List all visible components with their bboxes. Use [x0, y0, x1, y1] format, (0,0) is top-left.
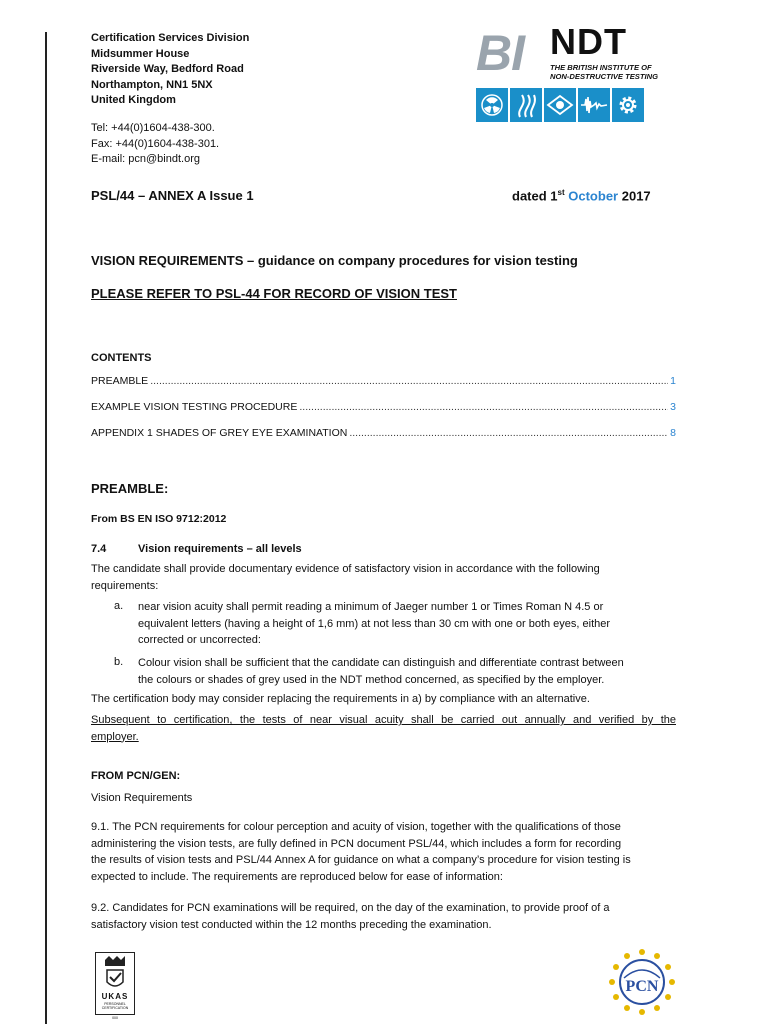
- logo-subtitle: [550, 63, 658, 81]
- ukas-subtext: PERSONNEL CERTIFICATION: [101, 1002, 129, 1010]
- toc-leader: [150, 375, 668, 387]
- preamble-heading: PREAMBLE:: [91, 481, 169, 496]
- wave-icon: [510, 88, 542, 122]
- date-year: 2017: [621, 188, 651, 204]
- intro-paragraph: [91, 561, 600, 594]
- refer-notice: PLEASE REFER TO PSL-44 FOR RECORD OF VISION TEST: [91, 286, 457, 301]
- list-marker-a: a.: [114, 600, 124, 612]
- date-prefix: dated 1: [512, 188, 558, 204]
- eye-icon: [544, 88, 576, 122]
- logo-ndt-text: NDT: [550, 21, 627, 62]
- address-line: United Kingdom: [91, 94, 176, 106]
- paragraph-line: near vision acuity shall permit reading a minimum of Jaeger number 1 or Times Roman N 4.5 or: [138, 601, 604, 613]
- replace-note: The certification body may consider replacing the requirements in a) by compliance with an alternative.: [91, 693, 590, 705]
- email: E-mail: pcn@bindt.org: [91, 153, 200, 165]
- telephone: Tel: +44(0)1604-438-300.: [91, 122, 215, 134]
- toc-item-example-procedure[interactable]: [91, 401, 676, 417]
- ukas-text: UKAS: [101, 992, 129, 1001]
- paragraph-line: employer.: [91, 730, 139, 743]
- left-margin-rule: [45, 32, 47, 1024]
- address-line: Riverside Way, Bedford Road: [91, 63, 244, 75]
- pcn-logo: [608, 948, 676, 1016]
- list-item-a: [138, 599, 610, 649]
- paragraph-line: satisfactory vision test conducted within the 12 months preceding the examination.: [91, 918, 492, 931]
- section-number: 7.4: [91, 543, 107, 555]
- paragraph-line: expected to include. The requirements are reproduced below for ease of information:: [91, 870, 503, 883]
- toc-page: 8: [670, 427, 676, 439]
- toc-leader: [349, 427, 668, 439]
- fax: Fax: +44(0)1604-438-301.: [91, 137, 220, 150]
- paragraph-line: corrected or uncorrected:: [138, 634, 261, 646]
- address-line: Midsummer House: [91, 47, 190, 60]
- paragraph-line: Subsequent to certification, the tests of near visual acuity shall be carried out annually and verified by the: [91, 714, 676, 726]
- paragraph-line: requirements:: [91, 579, 159, 592]
- list-item-b: [138, 655, 624, 688]
- subsequent-note: [91, 712, 676, 745]
- address-line: Northampton, NN1 5NX: [91, 78, 213, 91]
- section-title: Vision requirements – all levels: [138, 543, 302, 555]
- toc-label: APPENDIX 1 SHADES OF GREY EYE EXAMINATION: [91, 427, 348, 439]
- document-title: VISION REQUIREMENTS – guidance on company procedures for vision testing: [91, 253, 578, 268]
- paragraph-9-2: [91, 900, 610, 933]
- ukas-number: 000: [112, 1016, 118, 1020]
- paragraph-line: Colour vision shall be sufficient that the candidate can distinguish and differentiate contrast between: [138, 657, 624, 669]
- toc-page: 3: [670, 401, 676, 413]
- logo-subtitle-line: THE BRITISH INSTITUTE OF: [550, 63, 652, 72]
- date-ordinal: st: [557, 188, 565, 197]
- toc-item-appendix-1[interactable]: [91, 427, 676, 443]
- paragraph-line: the results of vision tests and PSL/44 Annex A for guidance on what a company’s procedure for vision testing is: [91, 854, 631, 866]
- toc-page: 1: [670, 375, 676, 387]
- logo-subtitle-line: NON-DESTRUCTIVE TESTING: [550, 72, 659, 81]
- toc-item-preamble[interactable]: [91, 375, 676, 391]
- paragraph-line: equivalent letters (having a height of 1,6 mm) at not less than 30 cm with one or both eyes, either: [138, 617, 611, 630]
- paragraph-line: 9.1. The PCN requirements for colour perception and acuity of vision, together with the qualifications of those: [91, 821, 621, 833]
- contents-title: CONTENTS: [91, 352, 152, 364]
- pcn-gen-heading: FROM PCN/GEN:: [91, 770, 181, 782]
- list-marker-b: b.: [114, 656, 124, 668]
- contact-block: [91, 121, 219, 168]
- document-reference: PSL/44 – ANNEX A Issue 1: [91, 188, 254, 203]
- paragraph-line: administering the vision tests, are fully defined in PCN document PSL/44, which includes a form for recording: [91, 837, 622, 850]
- preamble-source: From BS EN ISO 9712:2012: [91, 513, 227, 525]
- bindt-logo: [474, 21, 680, 130]
- paragraph-line: the colours or shades of grey used in the NDT method concerned, as specified by the employer.: [138, 673, 605, 686]
- radiation-icon: [476, 88, 508, 122]
- gear-icon: [612, 88, 644, 122]
- ukas-logo: [95, 952, 135, 1018]
- logo-icon-strip: [476, 88, 644, 122]
- toc-label: EXAMPLE VISION TESTING PROCEDURE: [91, 401, 298, 413]
- address-block: [91, 31, 249, 109]
- date-month: October: [568, 188, 619, 204]
- address-line: Certification Services Division: [91, 32, 250, 44]
- signal-icon: [578, 88, 610, 122]
- toc-label: PREAMBLE: [91, 375, 149, 387]
- pcn-text: PCN: [625, 978, 659, 995]
- toc-leader: [299, 401, 668, 413]
- paragraph-9-1: [91, 819, 631, 885]
- logo-bi-text: BI: [476, 25, 524, 81]
- pcn-gen-subtitle: Vision Requirements: [91, 792, 193, 804]
- paragraph-line: The candidate shall provide documentary evidence of satisfactory vision in accordance with the following: [91, 563, 600, 575]
- document-date: [512, 188, 651, 203]
- paragraph-line: 9.2. Candidates for PCN examinations will be required, on the day of the examination, to provide proof of a: [91, 902, 610, 914]
